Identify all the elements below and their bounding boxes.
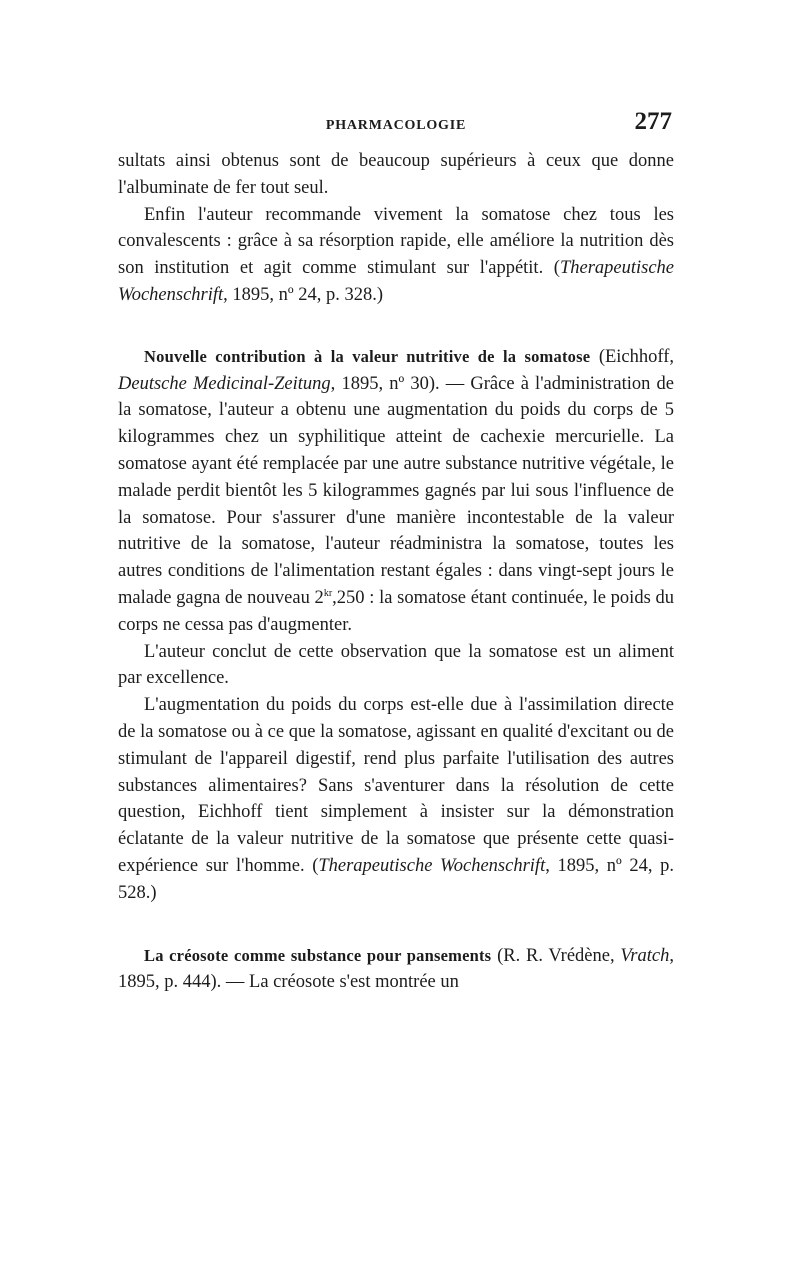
- page: [118, 108, 674, 996]
- article-reference-details: , 1895, p. 444). —: [118, 945, 674, 993]
- page-number: 277: [634, 108, 672, 135]
- unit-superscript: kr: [323, 587, 333, 599]
- paragraph-continued: sultats ainsi obtenus sont de beaucoup supérieurs à ceux que donne l'albuminate de fer tout seul.: [118, 151, 674, 198]
- article-body-continued: ,250 : la somatose étant continuée, le poids du corps ne cessa pas d'augmenter.: [118, 587, 674, 635]
- article-somatose: [118, 344, 674, 639]
- article-reference-details: , 1895, nº 30). —: [330, 373, 471, 394]
- citation-details: , 1895, nº 24, p. 328.): [223, 284, 384, 305]
- citation-details: , 1895, nº 24, p. 528.): [118, 855, 674, 903]
- article-body: La créosote s'est montrée un: [249, 972, 459, 993]
- journal-citation: Vratch: [620, 945, 670, 966]
- paragraph-text: L'augmentation du poids du corps est-elle due à l'assimilation directe de la somatose ou à ce que la somatose, agissant en qualité d'excitant ou de stimulant de l'appareil digestif, rend plus parfaite l'utilisation des autres substances alimentaires? Sans s'aventurer dans la résolution de cette question, Eichhoff tient simplement à insister sur la démonstration éclatante de la valeur nutritive de la somatose que présente cette quasi-expérience sur l'homme. (: [118, 695, 674, 876]
- journal-citation: Deutsche Medicinal-Zeitung: [118, 373, 331, 394]
- running-title: PHARMACOLOGIE: [325, 118, 467, 133]
- article-reference: (Eichhoff,: [590, 346, 674, 367]
- paragraph-observation: L'auteur conclut de cette observation que la somatose est un aliment par excellence.: [118, 641, 674, 689]
- paragraph-text: Enfin l'auteur recommande vivement la somatose chez tous les convalescents : grâce à sa résorption rapide, elle améliore la nutrition dès son institution et agit comme stimulant sur l'appétit. (: [118, 204, 674, 279]
- journal-citation: Therapeutische Wochenschrift: [318, 855, 546, 876]
- article-title: Nouvelle contribution à la valeur nutritive de la somatose: [144, 346, 591, 366]
- running-header: [118, 108, 674, 148]
- article-creosote: [118, 943, 674, 997]
- article-reference: (R. R. Vrédène,: [491, 945, 621, 966]
- article-title: La créosote comme substance pour pansements: [144, 945, 492, 965]
- paragraph-conclusion: [118, 202, 674, 309]
- paragraph-assimilation: [118, 692, 674, 906]
- journal-citation: Therapeutische Wochenschrift: [118, 258, 674, 305]
- article-body: Grâce à l'administration de la somatose, l'auteur a obtenu une augmentation du poids du corps de 5 kilogrammes chez un syphilitique atteint de cachexie mercurielle. La somatose ayant été remplacée par une autre substance nutritive végétale, le malade perdit bientôt les 5 kilogrammes gagnés par lui sous l'influence de la somatose. Pour s'assurer d'une manière incontestable de la valeur nutritive de la somatose, l'auteur réadministra la somatose, toutes les autres conditions de l'alimentation restant égales : dans vingt-sept jours le malade gagna de nouveau 2: [118, 373, 674, 608]
